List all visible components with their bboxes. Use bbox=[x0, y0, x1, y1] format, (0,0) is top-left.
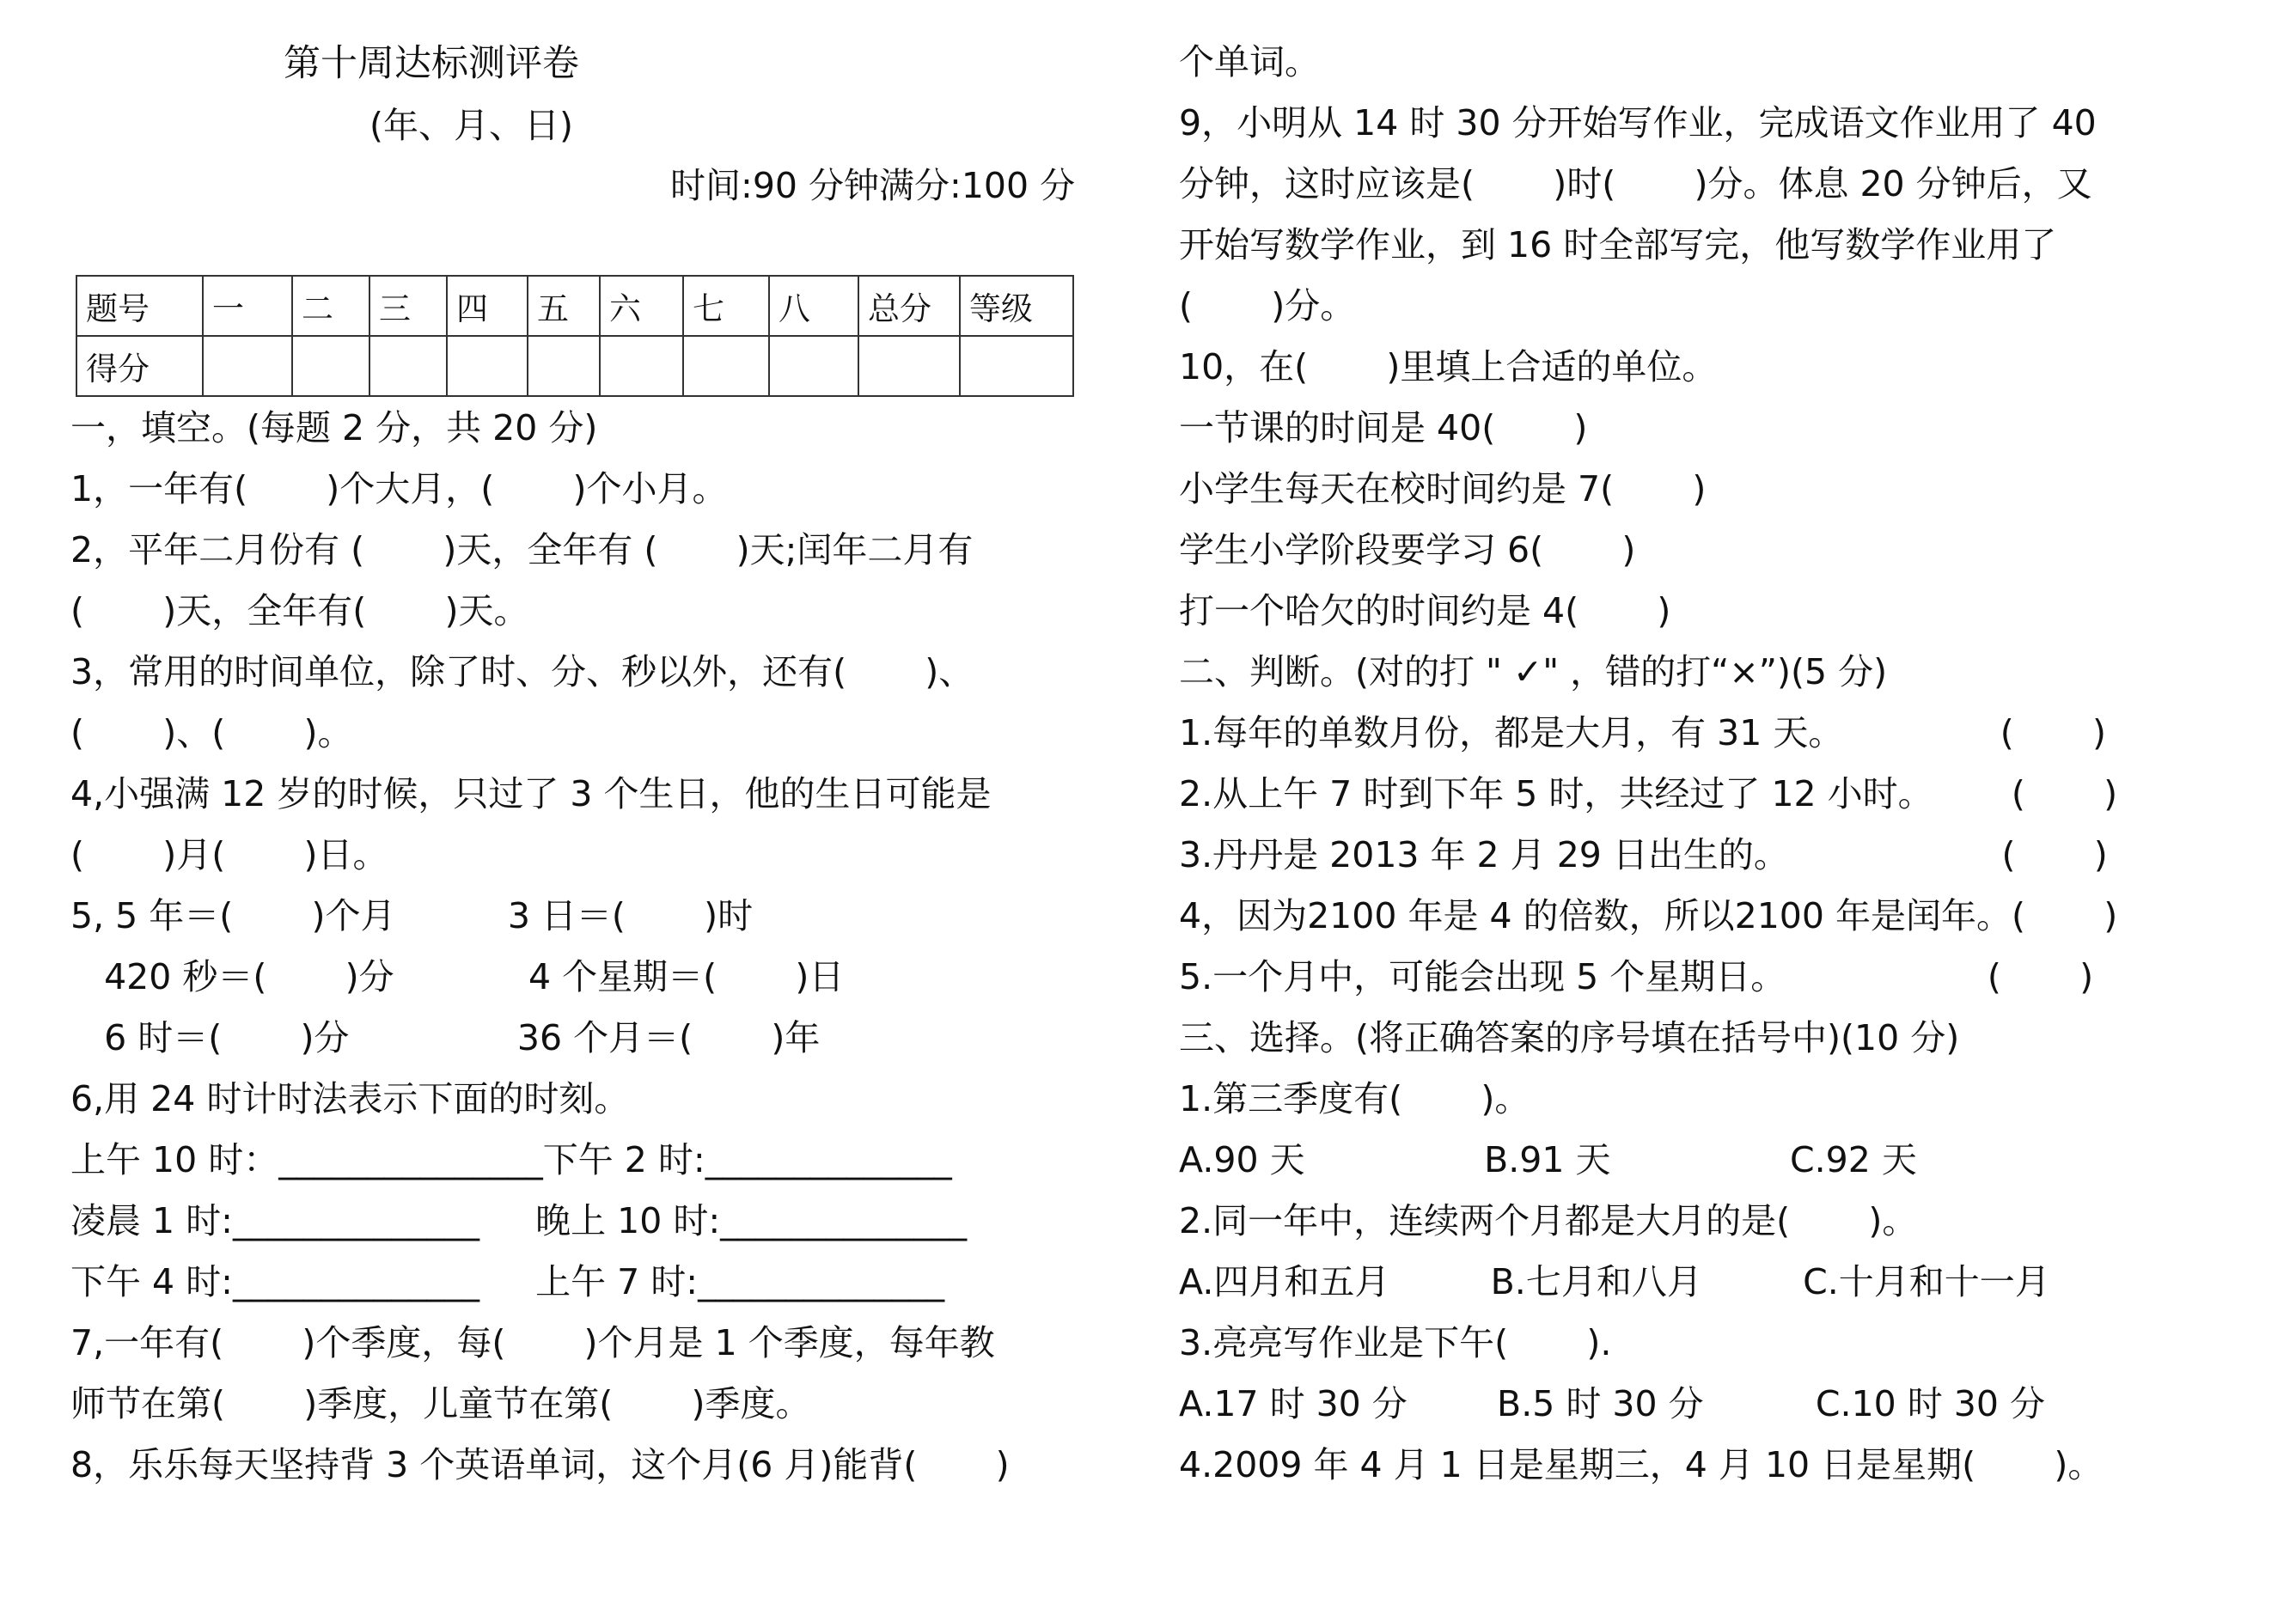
question-line: 凌晨 1 时:______________ 晚上 10 时:______________ bbox=[70, 1200, 968, 1241]
score-table-header-cell: 四 bbox=[447, 276, 528, 336]
score-cell[interactable] bbox=[369, 336, 447, 396]
score-cell[interactable] bbox=[769, 336, 858, 396]
score-row-label: 得分 bbox=[76, 336, 203, 396]
question-line: 5, 5 年＝( )个月 3 日＝( )时 bbox=[70, 895, 754, 936]
question-line: 7,一年有( )个季度，每( )个月是 1 个季度，每年教 bbox=[70, 1322, 995, 1363]
score-table-header-cell: 二 bbox=[292, 276, 369, 336]
question-line: 学生小学阶段要学习 6( ) bbox=[1179, 529, 1636, 570]
score-table-header-cell: 八 bbox=[769, 276, 858, 336]
choice-question: 3.亮亮写作业是下午( ). bbox=[1179, 1322, 1612, 1363]
exam-title: 第十周达标测评卷 bbox=[284, 42, 579, 85]
judgement-item: 3.丹丹是 2013 年 2 月 29 日出生的。 ( ) bbox=[1179, 834, 2108, 875]
question-line: 1，一年有( )个大月，( )个小月。 bbox=[70, 468, 728, 509]
question-line: 6 时＝( )分 36 个月＝( )年 bbox=[70, 1017, 821, 1058]
question-line: ( )、( )。 bbox=[70, 712, 353, 753]
score-cell[interactable] bbox=[960, 336, 1073, 396]
question-line: 师节在第( )季度，儿童节在第( )季度。 bbox=[70, 1383, 811, 1424]
score-cell[interactable] bbox=[683, 336, 769, 396]
section-1-heading: 一，填空。(每题 2 分，共 20 分) bbox=[70, 407, 598, 448]
question-line: 2，平年二月份有 ( )天，全年有 ( )天;闰年二月有 bbox=[70, 529, 974, 570]
score-table-header-cell: 七 bbox=[683, 276, 769, 336]
question-line: 8，乐乐每天坚持背 3 个英语单词，这个月(6 月)能背( ) bbox=[70, 1444, 1010, 1485]
judgement-item: 4，因为2100 年是 4 的倍数，所以2100 年是闰年。( ) bbox=[1179, 895, 2118, 936]
question-line: 420 秒＝( )分 4 个星期＝( )日 bbox=[70, 956, 845, 997]
section-3-heading: 三、选择。(将正确答案的序号填在括号中)(10 分) bbox=[1179, 1017, 1960, 1058]
question-line: 分钟，这时应该是( )时( )分。体息 20 分钟后，又 bbox=[1179, 163, 2092, 204]
score-table-header-cell: 六 bbox=[600, 276, 683, 336]
question-line: 小学生每天在校时间约是 7( ) bbox=[1179, 468, 1707, 509]
question-line: 个单词。 bbox=[1179, 41, 1320, 82]
choice-options: A.90 天 B.91 天 C.92 天 bbox=[1179, 1139, 1917, 1180]
score-table-score-row bbox=[76, 336, 1073, 396]
judgement-item: 1.每年的单数月份，都是大月，有 31 天。 ( ) bbox=[1179, 712, 2107, 753]
choice-options: A.四月和五月 B.七月和八月 C.十月和十一月 bbox=[1179, 1261, 2050, 1302]
score-cell[interactable] bbox=[447, 336, 528, 396]
score-table-header-row bbox=[76, 276, 1073, 336]
question-line: ( )分。 bbox=[1179, 285, 1356, 326]
score-table-header-cell: 总分 bbox=[858, 276, 960, 336]
choice-question: 2.同一年中，连续两个月都是大月的是( )。 bbox=[1179, 1200, 1918, 1241]
score-table bbox=[76, 275, 1074, 397]
score-table-header-cell: 等级 bbox=[960, 276, 1073, 336]
question-line: 3，常用的时间单位，除了时、分、秒以外，还有( )、 bbox=[70, 651, 974, 692]
question-line: 4,小强满 12 岁的时候，只过了 3 个生日，他的生日可能是 bbox=[70, 773, 992, 814]
question-line: 开始写数学作业，到 16 时全部写完，他写数学作业用了 bbox=[1179, 224, 2057, 265]
question-line: 10，在( )里填上合适的单位。 bbox=[1179, 346, 1718, 387]
score-cell[interactable] bbox=[528, 336, 600, 396]
choice-question: 1.第三季度有( )。 bbox=[1179, 1078, 1530, 1119]
question-line: ( )月( )日。 bbox=[70, 834, 388, 875]
score-table-header-cell: 五 bbox=[528, 276, 600, 336]
section-2-heading: 二、判断。(对的打 " ✓" ，错的打“×”)(5 分) bbox=[1179, 651, 1888, 692]
judgement-item: 2.从上午 7 时到下年 5 时，共经过了 12 小时。 ( ) bbox=[1179, 773, 2118, 814]
question-line: 一节课的时间是 40( ) bbox=[1179, 407, 1588, 448]
score-table-header-cell: 题号 bbox=[76, 276, 203, 336]
question-line: ( )天，全年有( )天。 bbox=[70, 590, 529, 631]
score-cell[interactable] bbox=[203, 336, 292, 396]
score-cell[interactable] bbox=[600, 336, 683, 396]
choice-options: A.17 时 30 分 B.5 时 30 分 C.10 时 30 分 bbox=[1179, 1383, 2046, 1424]
time-score-info: 时间:90 分钟满分:100 分 bbox=[670, 165, 1076, 206]
score-table-header-cell: 一 bbox=[203, 276, 292, 336]
question-line: 9，小明从 14 时 30 分开始写作业，完成语文作业用了 40 bbox=[1179, 102, 2097, 143]
score-table-header-cell: 三 bbox=[369, 276, 447, 336]
score-cell[interactable] bbox=[292, 336, 369, 396]
question-line: 打一个哈欠的时间约是 4( ) bbox=[1179, 590, 1671, 631]
choice-question: 4.2009 年 4 月 1 日是星期三，4 月 10 日是星期( )。 bbox=[1179, 1444, 2104, 1485]
score-cell[interactable] bbox=[858, 336, 960, 396]
question-line: 下午 4 时:______________ 上午 7 时:______________ bbox=[70, 1261, 945, 1302]
exam-subtitle: (年、月、日) bbox=[369, 105, 573, 146]
question-line: 6,用 24 时计时法表示下面的时刻。 bbox=[70, 1078, 630, 1119]
judgement-item: 5.一个月中，可能会出现 5 个星期日。 ( ) bbox=[1179, 956, 2094, 997]
question-line: 上午 10 时：_______________下午 2 时:______________ bbox=[70, 1139, 952, 1180]
